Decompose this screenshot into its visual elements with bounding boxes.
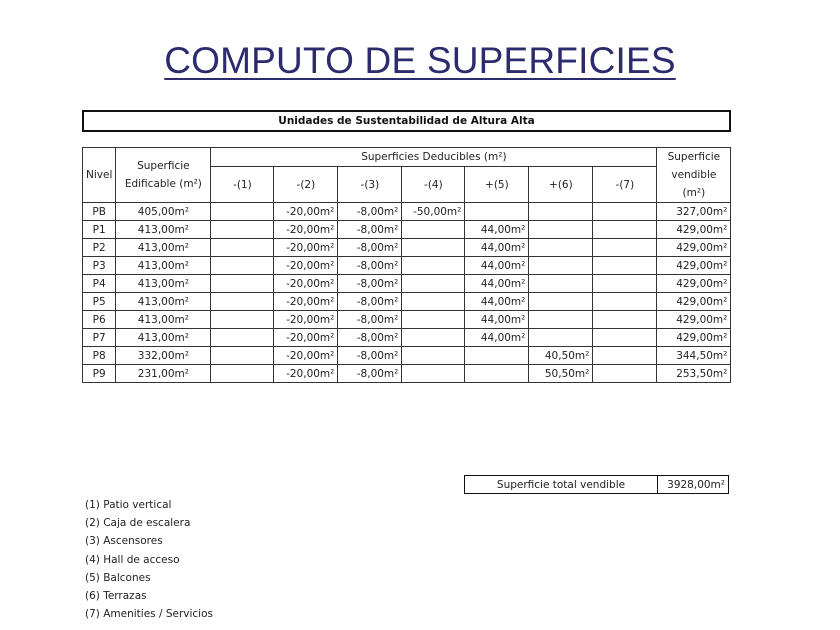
cell-d1 bbox=[211, 275, 274, 293]
cell-nivel: P4 bbox=[83, 275, 116, 293]
cell-d5: 44,00m² bbox=[465, 239, 529, 257]
cell-edificable: 413,00m² bbox=[116, 311, 211, 329]
cell-d7 bbox=[593, 293, 657, 311]
cell-d3: -8,00m² bbox=[338, 329, 402, 347]
total-label: Superficie total vendible bbox=[465, 476, 658, 494]
cell-d1 bbox=[211, 329, 274, 347]
cell-d2: -20,00m² bbox=[274, 203, 338, 221]
legend-item: (3) Ascensores bbox=[85, 535, 163, 548]
cell-d4 bbox=[402, 347, 465, 365]
cell-d2: -20,00m² bbox=[274, 347, 338, 365]
cell-d3: -8,00m² bbox=[338, 221, 402, 239]
cell-d7 bbox=[593, 239, 657, 257]
cell-d2: -20,00m² bbox=[274, 257, 338, 275]
header-deducible: -(4) bbox=[402, 167, 465, 203]
cell-edificable: 405,00m² bbox=[116, 203, 211, 221]
cell-vendible: 429,00m² bbox=[657, 311, 731, 329]
legend-item: (1) Patio vertical bbox=[85, 499, 172, 511]
cell-d1 bbox=[211, 311, 274, 329]
table-row bbox=[83, 221, 731, 239]
table-body bbox=[83, 203, 731, 383]
cell-d2: -20,00m² bbox=[274, 293, 338, 311]
header-deducible: -(1) bbox=[211, 167, 274, 203]
cell-d3: -8,00m² bbox=[338, 275, 402, 293]
cell-d4 bbox=[402, 275, 465, 293]
cell-d7 bbox=[593, 365, 657, 383]
table-row bbox=[83, 275, 731, 293]
legend-item: (2) Caja de escalera bbox=[85, 517, 191, 530]
legend bbox=[85, 496, 213, 623]
cell-d2: -20,00m² bbox=[274, 239, 338, 257]
cell-d7 bbox=[593, 311, 657, 329]
cell-nivel: P8 bbox=[83, 347, 116, 365]
cell-edificable: 413,00m² bbox=[116, 293, 211, 311]
cell-d5 bbox=[465, 365, 529, 383]
cell-d7 bbox=[593, 347, 657, 365]
cell-nivel: P6 bbox=[83, 311, 116, 329]
legend-item: (5) Balcones bbox=[85, 571, 151, 584]
cell-d3: -8,00m² bbox=[338, 365, 402, 383]
cell-d7 bbox=[593, 329, 657, 347]
cell-edificable: 231,00m² bbox=[116, 365, 211, 383]
cell-d6 bbox=[529, 311, 593, 329]
cell-vendible: 429,00m² bbox=[657, 293, 731, 311]
header-deducible: -(3) bbox=[338, 167, 402, 203]
cell-d3: -8,00m² bbox=[338, 293, 402, 311]
cell-nivel: P2 bbox=[83, 239, 116, 257]
cell-nivel: P9 bbox=[83, 365, 116, 383]
cell-d4 bbox=[402, 221, 465, 239]
cell-vendible: 429,00m² bbox=[657, 221, 731, 239]
cell-nivel: P5 bbox=[83, 293, 116, 311]
cell-d5: 44,00m² bbox=[465, 257, 529, 275]
table-row bbox=[83, 347, 731, 365]
cell-d3: -8,00m² bbox=[338, 239, 402, 257]
header-deducible: -(2) bbox=[274, 167, 338, 203]
cell-vendible: 429,00m² bbox=[657, 329, 731, 347]
cell-nivel: P7 bbox=[83, 329, 116, 347]
cell-d6 bbox=[529, 275, 593, 293]
cell-d4 bbox=[402, 311, 465, 329]
table-row bbox=[83, 239, 731, 257]
cell-edificable: 413,00m² bbox=[116, 221, 211, 239]
cell-d5: 44,00m² bbox=[465, 275, 529, 293]
cell-edificable: 413,00m² bbox=[116, 257, 211, 275]
cell-d3: -8,00m² bbox=[338, 257, 402, 275]
legend-item: (6) Terrazas bbox=[85, 589, 147, 602]
cell-d1 bbox=[211, 221, 274, 239]
cell-d2: -20,00m² bbox=[274, 221, 338, 239]
cell-d6: 40,50m² bbox=[529, 347, 593, 365]
cell-d4 bbox=[402, 329, 465, 347]
cell-d1 bbox=[211, 365, 274, 383]
header-edificable: Superficie Edificable (m²) bbox=[116, 148, 211, 203]
cell-d5: 44,00m² bbox=[465, 311, 529, 329]
cell-d2: -20,00m² bbox=[274, 311, 338, 329]
header-vendible: Superficie vendible (m²) bbox=[657, 148, 731, 203]
cell-d1 bbox=[211, 239, 274, 257]
cell-edificable: 413,00m² bbox=[116, 275, 211, 293]
cell-d4 bbox=[402, 239, 465, 257]
cell-d3: -8,00m² bbox=[338, 203, 402, 221]
cell-d4 bbox=[402, 293, 465, 311]
cell-d3: -8,00m² bbox=[338, 347, 402, 365]
table-row bbox=[83, 203, 731, 221]
cell-edificable: 413,00m² bbox=[116, 329, 211, 347]
total-box bbox=[464, 475, 729, 494]
cell-d6: 50,50m² bbox=[529, 365, 593, 383]
cell-d7 bbox=[593, 257, 657, 275]
cell-vendible: 253,50m² bbox=[657, 365, 731, 383]
cell-d6 bbox=[529, 293, 593, 311]
cell-d6 bbox=[529, 221, 593, 239]
page-title-text: COMPUTO DE SUPERFICIES bbox=[164, 40, 676, 81]
cell-nivel: P3 bbox=[83, 257, 116, 275]
legend-item: (7) Amenities / Servicios bbox=[85, 608, 213, 621]
cell-nivel: PB bbox=[83, 203, 116, 221]
cell-d2: -20,00m² bbox=[274, 275, 338, 293]
cell-d5: 44,00m² bbox=[465, 293, 529, 311]
cell-vendible: 429,00m² bbox=[657, 257, 731, 275]
total-value: 3928,00m² bbox=[658, 476, 729, 494]
header-deducible: +(6) bbox=[529, 167, 593, 203]
cell-d4 bbox=[402, 257, 465, 275]
cell-d6 bbox=[529, 329, 593, 347]
cell-edificable: 332,00m² bbox=[116, 347, 211, 365]
header-row bbox=[83, 148, 731, 167]
cell-d4 bbox=[402, 365, 465, 383]
cell-d1 bbox=[211, 293, 274, 311]
surface-table bbox=[82, 147, 731, 383]
cell-d2: -20,00m² bbox=[274, 365, 338, 383]
cell-d5 bbox=[465, 347, 529, 365]
cell-nivel: P1 bbox=[83, 221, 116, 239]
cell-edificable: 413,00m² bbox=[116, 239, 211, 257]
page-title bbox=[0, 40, 840, 82]
header-deducibles: Superficies Deducibles (m²) bbox=[211, 148, 657, 167]
cell-d6 bbox=[529, 257, 593, 275]
cell-vendible: 344,50m² bbox=[657, 347, 731, 365]
table-row bbox=[83, 365, 731, 383]
cell-d4: -50,00m² bbox=[402, 203, 465, 221]
legend-item: (4) Hall de acceso bbox=[85, 553, 180, 566]
header-deducible: -(7) bbox=[593, 167, 657, 203]
cell-d5 bbox=[465, 203, 529, 221]
cell-d5: 44,00m² bbox=[465, 221, 529, 239]
cell-d1 bbox=[211, 347, 274, 365]
header-deducible: +(5) bbox=[465, 167, 529, 203]
table-row bbox=[83, 257, 731, 275]
cell-d5: 44,00m² bbox=[465, 329, 529, 347]
table-row bbox=[83, 293, 731, 311]
header-nivel: Nivel bbox=[83, 148, 116, 203]
cell-d6 bbox=[529, 239, 593, 257]
cell-d7 bbox=[593, 203, 657, 221]
cell-d2: -20,00m² bbox=[274, 329, 338, 347]
cell-d7 bbox=[593, 275, 657, 293]
cell-vendible: 429,00m² bbox=[657, 239, 731, 257]
cell-d7 bbox=[593, 221, 657, 239]
cell-d6 bbox=[529, 203, 593, 221]
cell-vendible: 327,00m² bbox=[657, 203, 731, 221]
cell-d3: -8,00m² bbox=[338, 311, 402, 329]
cell-d1 bbox=[211, 257, 274, 275]
cell-d1 bbox=[211, 203, 274, 221]
cell-vendible: 429,00m² bbox=[657, 275, 731, 293]
table-row bbox=[83, 311, 731, 329]
table-subtitle: Unidades de Sustentabilidad de Altura Alta bbox=[82, 110, 731, 132]
table-row bbox=[83, 329, 731, 347]
